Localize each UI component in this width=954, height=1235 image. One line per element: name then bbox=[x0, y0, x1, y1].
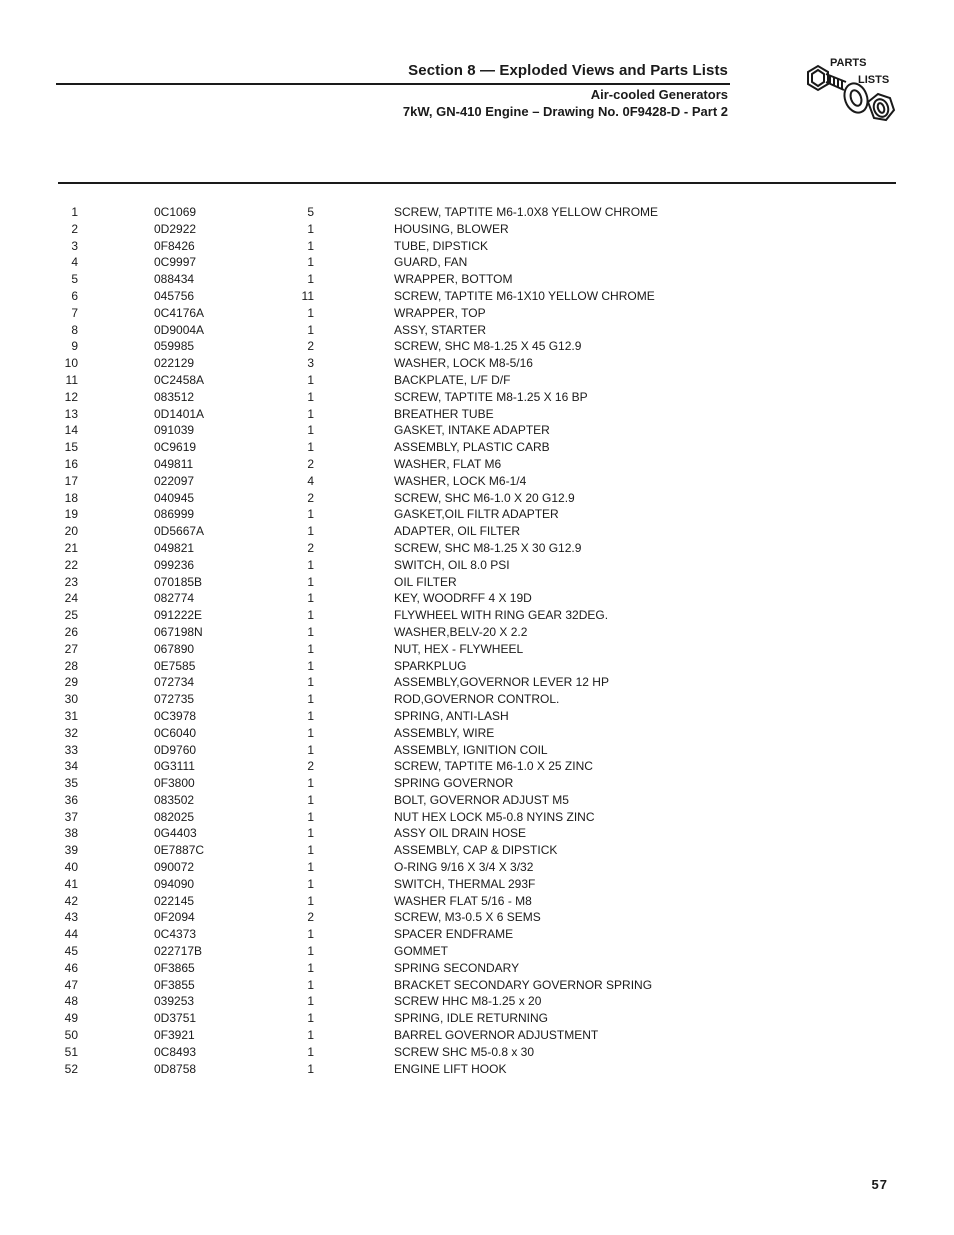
part-number: 049811 bbox=[154, 456, 194, 471]
table-row bbox=[58, 674, 758, 691]
table-row bbox=[58, 960, 758, 977]
item-number: 11 bbox=[65, 372, 78, 387]
part-number: 0F3921 bbox=[154, 1028, 195, 1043]
quantity: 1 bbox=[307, 372, 314, 387]
table-row bbox=[58, 456, 758, 473]
part-number: 022097 bbox=[154, 473, 195, 488]
table-row bbox=[58, 288, 758, 305]
quantity: 1 bbox=[307, 1028, 314, 1043]
quantity: 1 bbox=[307, 742, 314, 757]
drawing-reference: 7kW, GN-410 Engine – Drawing No. 0F9428-D - Part 2 bbox=[402, 104, 728, 119]
item-number: 23 bbox=[64, 574, 78, 589]
item-number: 34 bbox=[64, 759, 78, 774]
item-number: 5 bbox=[71, 272, 78, 287]
quantity: 1 bbox=[307, 507, 314, 522]
table-row bbox=[58, 624, 758, 641]
part-description: SCREW, TAPTITE M6-1.0 X 25 ZINC bbox=[394, 759, 593, 774]
part-description: SPRING, ANTI-LASH bbox=[394, 708, 509, 723]
part-description: WASHER, FLAT M6 bbox=[394, 456, 502, 471]
part-number: 088434 bbox=[154, 272, 195, 287]
table-row bbox=[58, 658, 758, 675]
part-number: 0D2922 bbox=[154, 221, 197, 236]
part-number: 059985 bbox=[154, 339, 195, 354]
table-row bbox=[58, 993, 758, 1010]
part-number: 070185B bbox=[154, 574, 203, 589]
part-description: FLYWHEEL WITH RING GEAR 32DEG. bbox=[394, 608, 609, 623]
item-number: 49 bbox=[64, 1011, 78, 1026]
part-number: 0D9004A bbox=[154, 322, 205, 337]
quantity: 1 bbox=[307, 876, 314, 891]
part-description: SPARKPLUG bbox=[394, 658, 467, 673]
part-description: SCREW, TAPTITE M6-1.0X8 YELLOW CHROME bbox=[394, 205, 659, 219]
part-description: BARREL GOVERNOR ADJUSTMENT bbox=[394, 1028, 599, 1043]
item-number: 4 bbox=[71, 255, 78, 270]
header-divider bbox=[56, 83, 730, 85]
part-number: 083502 bbox=[154, 792, 195, 807]
part-number: 082774 bbox=[154, 591, 195, 606]
quantity: 1 bbox=[307, 255, 314, 270]
item-number: 30 bbox=[64, 692, 78, 707]
part-description: SWITCH, OIL 8.0 PSI bbox=[394, 557, 510, 572]
item-number: 51 bbox=[64, 1044, 78, 1059]
part-number: 067198N bbox=[154, 624, 203, 639]
part-number: 083512 bbox=[154, 389, 195, 404]
part-number: 086999 bbox=[154, 507, 195, 522]
table-row bbox=[58, 1027, 758, 1044]
part-description: WASHER FLAT 5/16 - M8 bbox=[394, 893, 532, 908]
part-description: WRAPPER, TOP bbox=[394, 305, 486, 320]
quantity: 2 bbox=[307, 540, 314, 555]
item-number: 6 bbox=[71, 288, 78, 303]
quantity: 1 bbox=[307, 826, 314, 841]
item-number: 29 bbox=[64, 675, 78, 690]
part-number: 0D5667A bbox=[154, 524, 205, 539]
part-description: HOUSING, BLOWER bbox=[394, 221, 509, 236]
quantity: 1 bbox=[307, 994, 314, 1009]
table-row bbox=[58, 355, 758, 372]
item-number: 27 bbox=[64, 641, 78, 656]
table-row bbox=[58, 691, 758, 708]
quantity: 3 bbox=[307, 356, 314, 371]
item-number: 12 bbox=[64, 389, 78, 404]
quantity: 1 bbox=[307, 960, 314, 975]
table-row bbox=[58, 590, 758, 607]
table-row bbox=[58, 204, 758, 221]
table-row bbox=[58, 422, 758, 439]
part-number: 0C4176A bbox=[154, 305, 205, 320]
quantity: 1 bbox=[307, 658, 314, 673]
part-number: 072735 bbox=[154, 692, 195, 707]
quantity: 1 bbox=[307, 574, 314, 589]
part-description: SCREW, SHC M8-1.25 X 30 G12.9 bbox=[394, 540, 582, 555]
quantity: 1 bbox=[307, 1061, 314, 1076]
table-row bbox=[58, 322, 758, 339]
item-number: 31 bbox=[64, 708, 78, 723]
part-description: BREATHER TUBE bbox=[394, 406, 494, 421]
part-number: 039253 bbox=[154, 994, 195, 1009]
part-description: TUBE, DIPSTICK bbox=[394, 238, 489, 253]
table-row bbox=[58, 876, 758, 893]
table-row bbox=[58, 893, 758, 910]
item-number: 13 bbox=[64, 406, 78, 421]
quantity: 1 bbox=[307, 440, 314, 455]
part-description: ASSEMBLY, PLASTIC CARB bbox=[394, 440, 550, 455]
quantity: 1 bbox=[307, 708, 314, 723]
part-number: 0C9997 bbox=[154, 255, 197, 270]
item-number: 9 bbox=[71, 339, 78, 354]
item-number: 21 bbox=[64, 540, 78, 555]
table-row bbox=[58, 977, 758, 994]
part-description: KEY, WOODRFF 4 X 19D bbox=[394, 591, 532, 606]
item-number: 46 bbox=[64, 960, 78, 975]
part-number: 0F8426 bbox=[154, 238, 195, 253]
quantity: 2 bbox=[307, 456, 314, 471]
part-number: 094090 bbox=[154, 876, 195, 891]
quantity: 1 bbox=[307, 675, 314, 690]
item-number: 36 bbox=[64, 792, 78, 807]
part-number: 0C3978 bbox=[154, 708, 197, 723]
table-row bbox=[58, 725, 758, 742]
item-number: 17 bbox=[64, 473, 78, 488]
table-row bbox=[58, 775, 758, 792]
item-number: 41 bbox=[64, 876, 78, 891]
item-number: 37 bbox=[64, 809, 78, 824]
part-description: SCREW, M3-0.5 X 6 SEMS bbox=[394, 910, 541, 925]
table-row bbox=[58, 490, 758, 507]
part-number: 045756 bbox=[154, 288, 195, 303]
part-description: SCREW, SHC M6-1.0 X 20 G12.9 bbox=[394, 490, 575, 505]
item-number: 2 bbox=[71, 221, 78, 236]
quantity: 4 bbox=[307, 473, 314, 488]
part-number: 0C4373 bbox=[154, 927, 197, 942]
quantity: 1 bbox=[307, 927, 314, 942]
quantity: 1 bbox=[307, 591, 314, 606]
part-number: 0C6040 bbox=[154, 725, 197, 740]
quantity: 1 bbox=[307, 624, 314, 639]
part-number: 049821 bbox=[154, 540, 195, 555]
quantity: 1 bbox=[307, 977, 314, 992]
part-description: SCREW, TAPTITE M6-1X10 YELLOW CHROME bbox=[394, 288, 655, 303]
part-number: 022129 bbox=[154, 356, 195, 371]
quantity: 1 bbox=[307, 1011, 314, 1026]
part-number: 040945 bbox=[154, 490, 195, 505]
table-row bbox=[58, 859, 758, 876]
quantity: 1 bbox=[307, 322, 314, 337]
table-row bbox=[58, 1010, 758, 1027]
part-description: ASSEMBLY, CAP & DIPSTICK bbox=[394, 843, 558, 858]
part-description: WASHER,BELV-20 X 2.2 bbox=[394, 624, 528, 639]
part-description: ENGINE LIFT HOOK bbox=[394, 1061, 507, 1076]
part-number: 072734 bbox=[154, 675, 195, 690]
table-row bbox=[58, 557, 758, 574]
table-row bbox=[58, 909, 758, 926]
part-number: 091222E bbox=[154, 608, 203, 623]
quantity: 1 bbox=[307, 406, 314, 421]
table-row bbox=[58, 943, 758, 960]
table-row bbox=[58, 809, 758, 826]
part-description: O-RING 9/16 X 3/4 X 3/32 bbox=[394, 860, 534, 875]
part-description: WASHER, LOCK M6-1/4 bbox=[394, 473, 527, 488]
part-description: NUT, HEX - FLYWHEEL bbox=[394, 641, 524, 656]
item-number: 44 bbox=[64, 927, 78, 942]
table-row bbox=[58, 473, 758, 490]
part-description: ASSEMBLY, IGNITION COIL bbox=[394, 742, 548, 757]
product-subtitle: Air-cooled Generators bbox=[590, 87, 728, 102]
table-row bbox=[58, 1044, 758, 1061]
part-number: 0C2458A bbox=[154, 372, 205, 387]
part-number: 0C9619 bbox=[154, 440, 197, 455]
quantity: 2 bbox=[307, 910, 314, 925]
parts-list-table bbox=[58, 204, 758, 1077]
part-number: 0D1401A bbox=[154, 406, 205, 421]
table-top-divider bbox=[58, 182, 896, 184]
part-number: 0D9760 bbox=[154, 742, 197, 757]
part-number: 022145 bbox=[154, 893, 195, 908]
part-description: WASHER, LOCK M8-5/16 bbox=[394, 356, 533, 371]
item-number: 20 bbox=[64, 524, 78, 539]
part-number: 0G4403 bbox=[154, 826, 197, 841]
quantity: 1 bbox=[307, 641, 314, 656]
item-number: 47 bbox=[64, 977, 78, 992]
item-number: 28 bbox=[64, 658, 78, 673]
item-number: 32 bbox=[64, 725, 78, 740]
item-number: 43 bbox=[64, 910, 78, 925]
item-number: 15 bbox=[64, 440, 78, 455]
part-description: WRAPPER, BOTTOM bbox=[394, 272, 513, 287]
quantity: 1 bbox=[307, 843, 314, 858]
quantity: 2 bbox=[307, 490, 314, 505]
item-number: 52 bbox=[64, 1061, 78, 1076]
quantity: 1 bbox=[307, 272, 314, 287]
table-row bbox=[58, 926, 758, 943]
part-number: 067890 bbox=[154, 641, 195, 656]
part-description: SCREW SHC M5-0.8 x 30 bbox=[394, 1044, 535, 1059]
part-number: 0F3855 bbox=[154, 977, 195, 992]
table-row bbox=[58, 372, 758, 389]
quantity: 1 bbox=[307, 389, 314, 404]
item-number: 50 bbox=[64, 1028, 78, 1043]
part-description: ADAPTER, OIL FILTER bbox=[394, 524, 521, 539]
section-title: Section 8 — Exploded Views and Parts Lists bbox=[408, 62, 728, 79]
item-number: 40 bbox=[64, 860, 78, 875]
part-description: SCREW HHC M8-1.25 x 20 bbox=[394, 994, 542, 1009]
part-description: BOLT, GOVERNOR ADJUST M5 bbox=[394, 792, 569, 807]
table-row bbox=[58, 439, 758, 456]
table-row bbox=[58, 607, 758, 624]
quantity: 1 bbox=[307, 944, 314, 959]
part-description: ASSEMBLY,GOVERNOR LEVER 12 HP bbox=[394, 675, 609, 690]
part-number: 0D8758 bbox=[154, 1061, 197, 1076]
part-number: 0F3800 bbox=[154, 776, 195, 791]
item-number: 19 bbox=[64, 507, 78, 522]
part-description: GUARD, FAN bbox=[394, 255, 468, 270]
table-row bbox=[58, 254, 758, 271]
item-number: 45 bbox=[64, 944, 78, 959]
quantity: 1 bbox=[307, 860, 314, 875]
item-number: 48 bbox=[64, 994, 78, 1009]
quantity: 11 bbox=[301, 288, 314, 303]
quantity: 1 bbox=[307, 792, 314, 807]
table-row bbox=[58, 271, 758, 288]
item-number: 39 bbox=[64, 843, 78, 858]
table-row bbox=[58, 758, 758, 775]
table-row bbox=[58, 406, 758, 423]
item-number: 18 bbox=[64, 490, 78, 505]
quantity: 1 bbox=[307, 692, 314, 707]
quantity: 1 bbox=[307, 221, 314, 236]
table-row bbox=[58, 842, 758, 859]
item-number: 14 bbox=[64, 423, 78, 438]
item-number: 1 bbox=[71, 205, 78, 219]
item-number: 7 bbox=[71, 305, 78, 320]
logo-label-parts: PARTS bbox=[830, 57, 867, 69]
part-description: GASKET, INTAKE ADAPTER bbox=[394, 423, 550, 438]
table-row bbox=[58, 523, 758, 540]
item-number: 3 bbox=[71, 238, 78, 253]
part-description: GASKET,OIL FILTR ADAPTER bbox=[394, 507, 559, 522]
part-description: BRACKET SECONDARY GOVERNOR SPRING bbox=[394, 977, 653, 992]
part-number: 091039 bbox=[154, 423, 195, 438]
quantity: 1 bbox=[307, 557, 314, 572]
bolt-washer-nut-icon bbox=[802, 52, 900, 132]
quantity: 1 bbox=[307, 423, 314, 438]
part-number: 0E7585 bbox=[154, 658, 196, 673]
part-number: 0D3751 bbox=[154, 1011, 197, 1026]
part-number: 0E7887C bbox=[154, 843, 205, 858]
quantity: 1 bbox=[307, 1044, 314, 1059]
table-row bbox=[58, 825, 758, 842]
table-row bbox=[58, 338, 758, 355]
part-description: SPRING GOVERNOR bbox=[394, 776, 514, 791]
item-number: 42 bbox=[64, 893, 78, 908]
quantity: 2 bbox=[307, 759, 314, 774]
part-description: ASSEMBLY, WIRE bbox=[394, 725, 495, 740]
part-description: NUT HEX LOCK M5-0.8 NYINS ZINC bbox=[394, 809, 595, 824]
table-row bbox=[58, 1061, 758, 1078]
table-row bbox=[58, 221, 758, 238]
part-description: SPRING SECONDARY bbox=[394, 960, 520, 975]
part-description: SCREW, TAPTITE M8-1.25 X 16 BP bbox=[394, 389, 588, 404]
item-number: 22 bbox=[64, 557, 78, 572]
quantity: 1 bbox=[307, 238, 314, 253]
part-number: 0F3865 bbox=[154, 960, 195, 975]
table-row bbox=[58, 574, 758, 591]
part-description: SPRING, IDLE RETURNING bbox=[394, 1011, 549, 1026]
part-number: 0C1069 bbox=[154, 205, 197, 219]
part-description: OIL FILTER bbox=[394, 574, 457, 589]
part-description: SPACER ENDFRAME bbox=[394, 927, 514, 942]
item-number: 38 bbox=[64, 826, 78, 841]
part-description: GOMMET bbox=[394, 944, 448, 959]
quantity: 1 bbox=[307, 776, 314, 791]
item-number: 25 bbox=[64, 608, 78, 623]
item-number: 16 bbox=[64, 456, 78, 471]
quantity: 1 bbox=[307, 305, 314, 320]
item-number: 8 bbox=[71, 322, 78, 337]
part-number: 082025 bbox=[154, 809, 195, 824]
part-description: SCREW, SHC M8-1.25 X 45 G12.9 bbox=[394, 339, 582, 354]
table-row bbox=[58, 389, 758, 406]
table-row bbox=[58, 238, 758, 255]
quantity: 5 bbox=[307, 205, 314, 219]
part-description: ASSY, STARTER bbox=[394, 322, 487, 337]
part-number: 0C8493 bbox=[154, 1044, 197, 1059]
quantity: 1 bbox=[307, 608, 314, 623]
quantity: 2 bbox=[307, 339, 314, 354]
quantity: 1 bbox=[307, 524, 314, 539]
logo-label-lists: LISTS bbox=[858, 74, 890, 86]
table-row bbox=[58, 305, 758, 322]
part-description: ROD,GOVERNOR CONTROL. bbox=[394, 692, 560, 707]
table-row bbox=[58, 506, 758, 523]
table-row bbox=[58, 742, 758, 759]
part-number: 022717B bbox=[154, 944, 203, 959]
part-number: 090072 bbox=[154, 860, 195, 875]
page-number: 57 bbox=[871, 1177, 888, 1192]
table-row bbox=[58, 540, 758, 557]
item-number: 35 bbox=[64, 776, 78, 791]
part-number: 0G3111 bbox=[154, 759, 195, 774]
part-number: 0F2094 bbox=[154, 910, 195, 925]
table-row bbox=[58, 792, 758, 809]
part-description: BACKPLATE, L/F D/F bbox=[394, 372, 511, 387]
part-number: 099236 bbox=[154, 557, 195, 572]
quantity: 1 bbox=[307, 809, 314, 824]
quantity: 1 bbox=[307, 725, 314, 740]
item-number: 33 bbox=[64, 742, 78, 757]
table-row bbox=[58, 708, 758, 725]
part-description: SWITCH, THERMAL 293F bbox=[394, 876, 536, 891]
part-description: ASSY OIL DRAIN HOSE bbox=[394, 826, 527, 841]
item-number: 26 bbox=[64, 624, 78, 639]
item-number: 10 bbox=[64, 356, 78, 371]
item-number: 24 bbox=[64, 591, 78, 606]
quantity: 1 bbox=[307, 893, 314, 908]
table-row bbox=[58, 641, 758, 658]
